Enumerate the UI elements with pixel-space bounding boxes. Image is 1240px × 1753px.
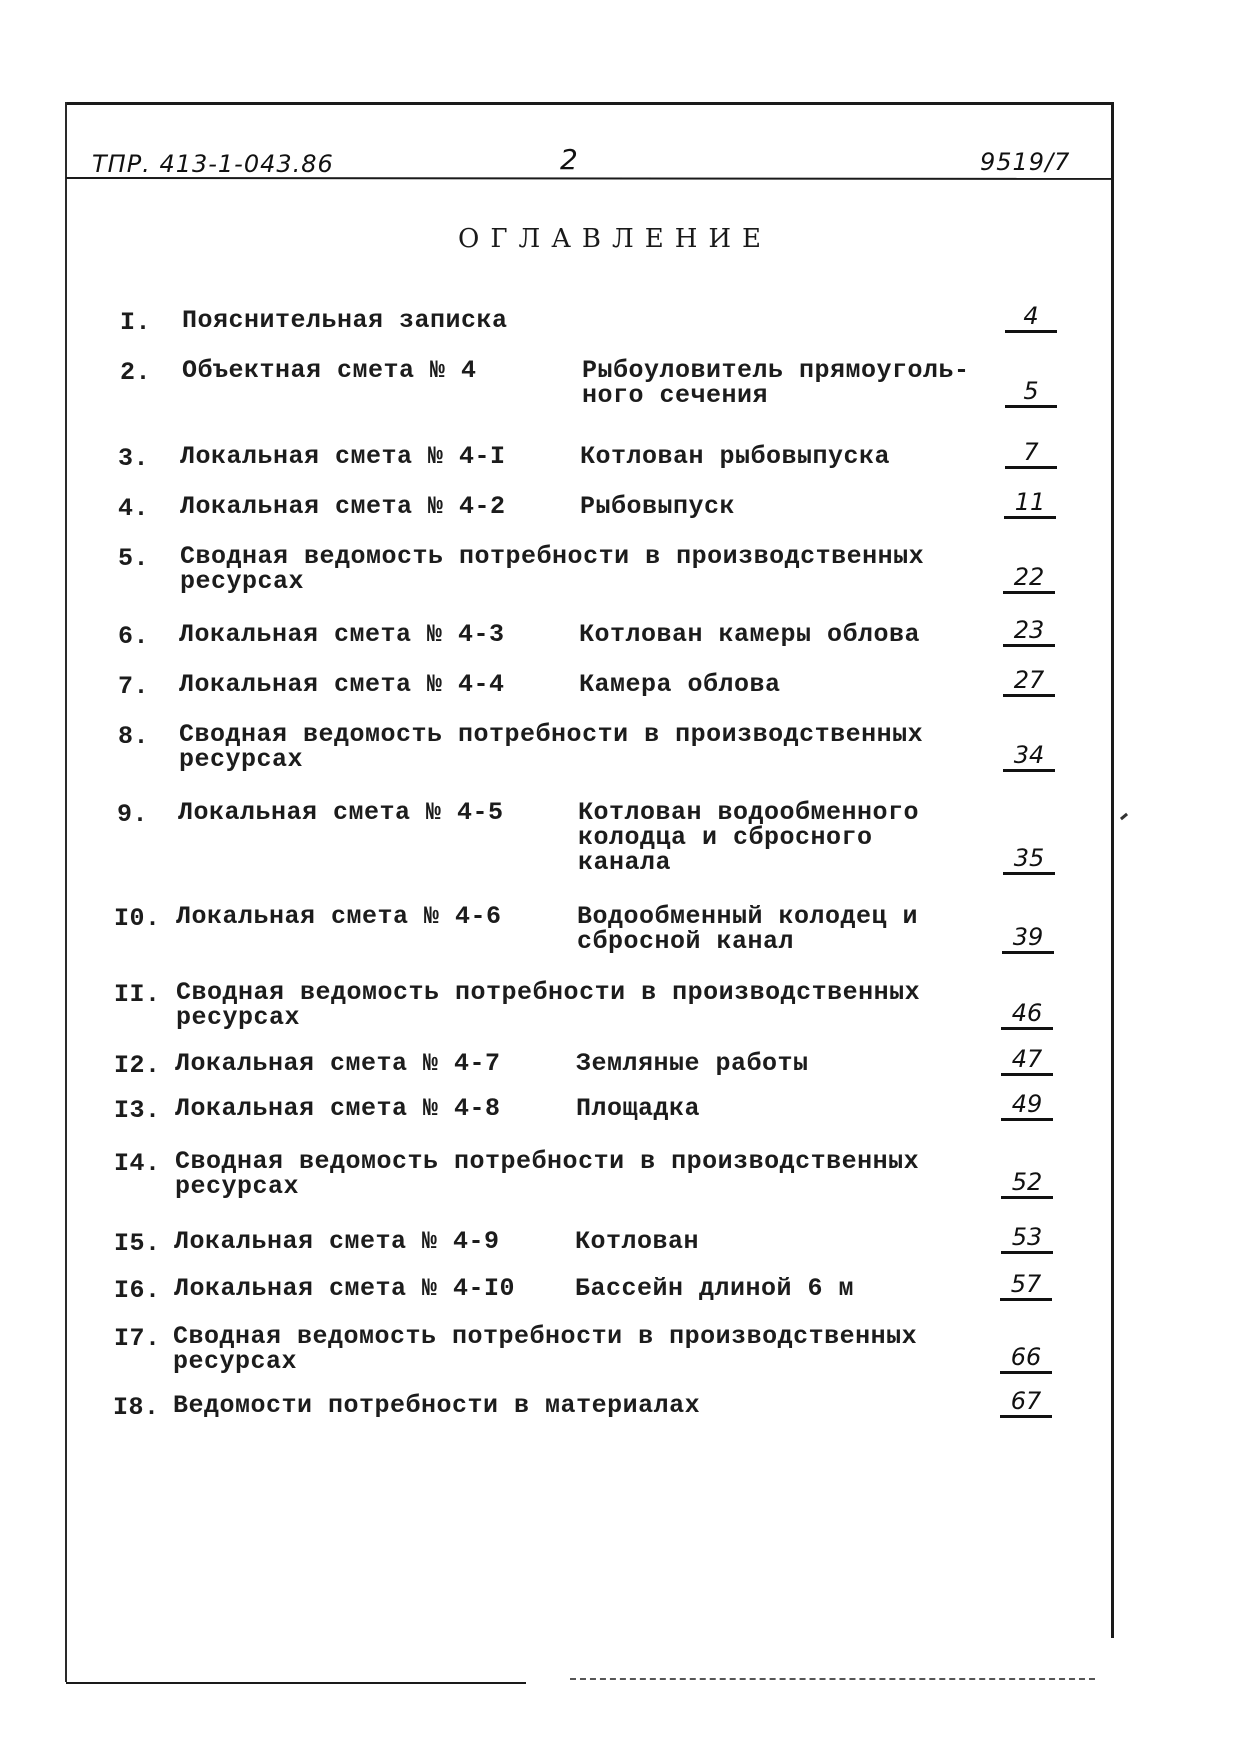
toc-item-title-line: ресурсах <box>173 1347 298 1376</box>
toc-item-title-line: ресурсах <box>176 1003 301 1032</box>
toc-item-title-line: Локальная смета № 4-7 <box>175 1049 501 1078</box>
toc-item-number: 4. <box>118 494 150 523</box>
toc-item-title <box>180 544 924 594</box>
toc-item-description <box>579 622 920 647</box>
toc-item-title-line: Локальная смета № 4-2 <box>180 492 506 521</box>
toc-item-description-line: Рыбовыпуск <box>580 492 736 521</box>
toc-page-number: 57 <box>1000 1270 1052 1301</box>
toc-item-description <box>577 904 918 954</box>
toc-item-description <box>576 1096 700 1121</box>
toc-item-description <box>579 672 781 697</box>
toc-item-number: I7. <box>114 1324 161 1353</box>
toc-item-description <box>575 1229 699 1254</box>
toc-page-number: 67 <box>1000 1387 1052 1418</box>
toc-page-number: 7 <box>1005 438 1057 469</box>
toc-item-number: I4. <box>114 1149 161 1178</box>
toc-item-description <box>578 800 919 875</box>
toc-item-description-line: Котлован <box>575 1227 700 1256</box>
toc-item-title <box>182 308 508 333</box>
toc-item-description-line: Котлован камеры облова <box>579 620 921 649</box>
toc-item-number: 5. <box>118 544 150 573</box>
toc-item-description-line: Водообменный колодец и <box>577 902 919 931</box>
toc-item-number: I8. <box>113 1393 160 1422</box>
toc-item-number: 3. <box>118 444 150 473</box>
toc-item-title <box>174 1276 515 1301</box>
toc-item-title <box>175 1051 501 1076</box>
toc-item-title-line: Объектная смета № 4 <box>182 356 477 385</box>
toc-item-title-line: Пояснительная записка <box>182 306 508 335</box>
toc-item-description-line: Площадка <box>576 1094 701 1123</box>
toc-item-title-line: Сводная ведомость потребности в производственных <box>176 978 921 1007</box>
toc-page-number: 27 <box>1003 666 1055 697</box>
toc-item-title-line: Локальная смета № 4-5 <box>178 798 504 827</box>
toc-item-description-line: колодца и сбросного <box>578 823 873 852</box>
toc-page-number: 52 <box>1001 1168 1053 1199</box>
toc-item-number: 2. <box>120 358 152 387</box>
toc-item-number: I5. <box>114 1229 161 1258</box>
toc-item-description <box>580 444 890 469</box>
toc-item-title-line: Локальная смета № 4-3 <box>179 620 505 649</box>
check-mark <box>1120 813 1128 820</box>
toc-page-number: 46 <box>1001 999 1053 1030</box>
toc-item-title-line: Сводная ведомость потребности в производственных <box>173 1322 918 1351</box>
toc-item-number: I0. <box>114 904 161 933</box>
toc-item-title-line: ресурсах <box>179 745 304 774</box>
toc-page-number: 39 <box>1002 923 1054 954</box>
toc-item-title <box>180 494 506 519</box>
toc-item-description-line: Камера облова <box>579 670 781 699</box>
toc-item-title-line: Ведомости потребности в материалах <box>173 1391 701 1420</box>
toc-item-number: II. <box>114 980 161 1009</box>
toc-page-number: 53 <box>1001 1223 1053 1254</box>
toc-item-title-line: Локальная смета № 4-I0 <box>174 1274 516 1303</box>
toc-item-title <box>182 358 477 383</box>
document-code: ТПР. 413-1-043.86 <box>92 150 334 178</box>
toc-item-title <box>179 622 505 647</box>
toc-item-title <box>176 980 920 1030</box>
toc-item-description <box>576 1051 809 1076</box>
toc-item-title <box>179 722 923 772</box>
frame-right-border <box>1111 102 1114 1638</box>
toc-item-title-line: Локальная смета № 4-4 <box>179 670 505 699</box>
toc-item-title <box>179 672 505 697</box>
toc-item-description-line: Котлован рыбовыпуска <box>580 442 891 471</box>
toc-item-title-line: Локальная смета № 4-I <box>180 442 506 471</box>
toc-item-title <box>173 1393 700 1418</box>
frame-top-border <box>66 102 1114 105</box>
frame-bottom-dashed-border <box>570 1678 1095 1680</box>
toc-item-number: 6. <box>118 622 150 651</box>
toc-page-number: 22 <box>1003 563 1055 594</box>
toc-item-description <box>582 358 970 408</box>
toc-item-number: 9. <box>117 800 149 829</box>
toc-page-number: 11 <box>1004 488 1056 519</box>
toc-item-description-line: сбросной канал <box>577 927 795 956</box>
toc-page-number: 23 <box>1003 616 1055 647</box>
toc-item-number: I3. <box>114 1096 161 1125</box>
toc-item-description-line: Земляные работы <box>576 1049 809 1078</box>
toc-page-number: 49 <box>1001 1090 1053 1121</box>
toc-item-number: I. <box>120 308 152 337</box>
toc-item-title-line: Локальная смета № 4-6 <box>176 902 502 931</box>
toc-item-title-line: Сводная ведомость потребности в производственных <box>180 542 925 571</box>
toc-page-number: 35 <box>1003 844 1055 875</box>
toc-item-title-line: Сводная ведомость потребности в производственных <box>175 1147 920 1176</box>
toc-item-title <box>176 904 502 929</box>
toc-item-number: 8. <box>118 722 150 751</box>
toc-page-number: 4 <box>1005 302 1057 333</box>
sheet-code: 9519/7 <box>980 148 1071 176</box>
page-number: 2 <box>560 143 578 176</box>
toc-item-description <box>580 494 735 519</box>
toc-item-title <box>180 444 506 469</box>
toc-item-title-line: Локальная смета № 4-9 <box>174 1227 500 1256</box>
toc-item-number: I2. <box>114 1051 161 1080</box>
toc-item-title-line: Локальная смета № 4-8 <box>175 1094 501 1123</box>
toc-page-number: 47 <box>1001 1045 1053 1076</box>
toc-item-description-line: Рыбоуловитель прямоуголь- <box>582 356 970 385</box>
toc-item-title <box>178 800 504 825</box>
toc-item-title <box>175 1096 501 1121</box>
toc-item-description-line: Бассейн длиной 6 м <box>575 1274 855 1303</box>
toc-item-number: I6. <box>114 1276 161 1305</box>
frame-left-border <box>65 102 67 1682</box>
toc-item-title <box>173 1324 917 1374</box>
toc-item-description-line: ного сечения <box>582 381 769 410</box>
toc-item-title-line: Сводная ведомость потребности в производственных <box>179 720 924 749</box>
toc-page-number: 5 <box>1005 377 1057 408</box>
frame-bottom-border <box>66 1682 526 1684</box>
toc-item-title <box>174 1229 500 1254</box>
page-title: ОГЛАВЛЕНИЕ <box>458 224 773 254</box>
toc-item-description-line: Котлован водообменного <box>578 798 920 827</box>
toc-page-number: 66 <box>1000 1343 1052 1374</box>
toc-item-number: 7. <box>118 672 150 701</box>
toc-item-description-line: канала <box>578 848 672 877</box>
toc-item-title-line: ресурсах <box>175 1172 300 1201</box>
toc-item-description <box>575 1276 854 1301</box>
toc-item-title <box>175 1149 919 1199</box>
toc-item-title-line: ресурсах <box>180 567 305 596</box>
toc-page-number: 34 <box>1003 741 1055 772</box>
